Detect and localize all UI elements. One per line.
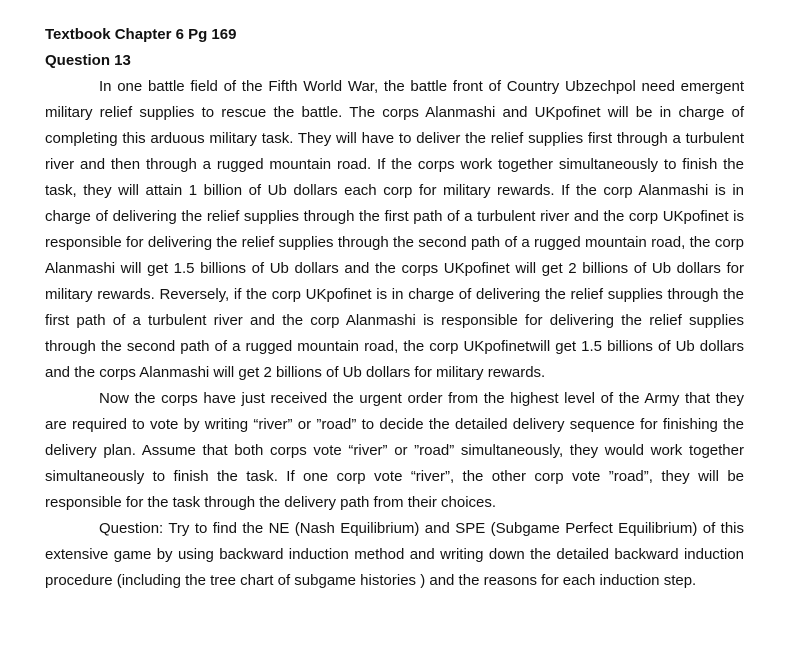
question-paragraph: Question: Try to find the NE (Nash Equilibrium) and SPE (Subgame Perfect Equilibrium) of this extensive game by using backward induction method and writing down the detailed backward induction procedure (including the tree chart of subgame histories ) and the reasons for each induction step. — [45, 520, 744, 589]
chapter-heading: Textbook Chapter 6 Pg 169 — [45, 26, 237, 43]
voting-rules-paragraph: Now the corps have just received the urgent order from the highest level of the Army that they are required to vote by writing “river” or ”road” to decide the detailed delivery sequence for finishing the delivery plan. Assume that both corps vote “river” or ”road” simultaneously, they would work together simultaneously to finish the task. If one corp vote “river”, the other corp vote ”road”, they will be responsible for the task through the delivery path from their choices. — [45, 390, 744, 511]
question-heading: Question 13 — [45, 52, 131, 69]
scenario-paragraph: In one battle field of the Fifth World War, the battle front of Country Ubzechpol need emergent military relief supplies to rescue the battle. The corps Alanmashi and UKpofinet will be in charge of completing this arduous military task. They will have to deliver the relief supplies first through a turbulent river and then through a rugged mountain road. If the corps work together simultaneously to finish the task, they will attain 1 billion of Ub dollars each corp for military rewards. If the corp Alanmashi is in charge of delivering the relief supplies through the first path of a turbulent river and the corp UKpofinet is responsible for delivering the relief supplies through the second path of a rugged mountain road, the corp Alanmashi will get 1.5 billions of Ub dollars and the corps UKpofinet will get 2 billions of Ub dollars for military rewards. Reversely, if the corp UKpofinet is in charge of delivering the relief supplies through the first path of a turbulent river and the corp Alanmashi is responsible for delivering the relief supplies through the second path of a rugged mountain road, the corp UKpofinetwill get 1.5 billions of Ub dollars and the corps Alanmashi will get 2 billions of Ub dollars for military rewards. — [45, 78, 744, 381]
